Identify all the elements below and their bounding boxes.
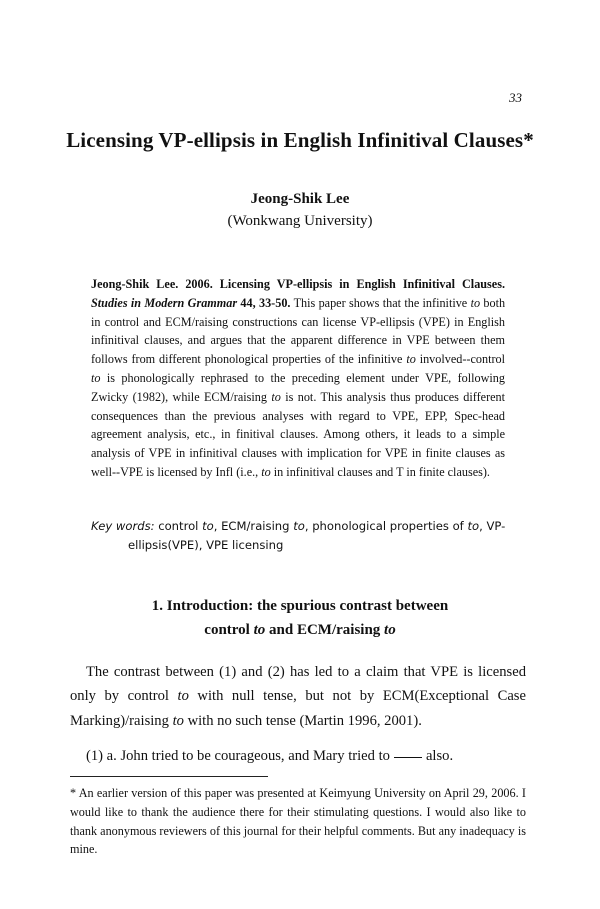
section-heading-line2a: control: [204, 622, 250, 638]
abstract: [91, 275, 505, 482]
footnote: * An earlier version of this paper was presented at Keimyung University on April 29, 2006. I would like to thank the audience there for their stimulating questions. I would also like to thank anonymous reviewers of this journal for their helpful comments. But any inadequacy is mine.: [70, 786, 526, 857]
body-text-1: The contrast between (1) and (2) has led to a claim that VPE is licensed only by control: [70, 664, 526, 705]
section-to: to: [384, 622, 396, 638]
keywords-label: Key words:: [91, 519, 155, 533]
example-1: [86, 748, 453, 765]
citation-volume-pages: 44, 33-50.: [240, 295, 291, 310]
keyword-text: , VP-: [479, 519, 506, 533]
author-name: Jeong-Shik Lee: [250, 191, 350, 207]
keyword-text: control: [158, 519, 199, 533]
ellipsis-blank: [394, 757, 422, 758]
abstract-text-5: is not. This analysis thus produces different consequences than the previous analyses with regard to VPE, EPP, Spec-head agreement analysis, etc., in finitival clauses. Among others, it leads to a simple analysis of VPE in infinitival clauses with implication for VPE in finite clauses as well--VPE is licensed by Infl (i.e.,: [91, 389, 506, 479]
body-to: to: [172, 712, 184, 729]
example-text-before: (1) a. John tried to be courageous, and Mary tried to: [86, 748, 390, 764]
infinitive-to: to: [261, 464, 271, 479]
section-to: to: [253, 622, 266, 638]
body-text-3: with no such tense (Martin 1996, 2001).: [187, 712, 422, 729]
keyword-to: to: [293, 519, 305, 533]
journal-name: Studies in Modern Grammar: [91, 295, 238, 310]
section-heading: [0, 594, 600, 642]
example-text-after: also.: [425, 748, 454, 764]
keyword-to: to: [202, 519, 214, 533]
footnote-rule: [70, 776, 268, 777]
abstract-text-3: involved--control: [419, 352, 505, 367]
body-to: to: [177, 688, 189, 705]
citation-title: Licensing VP-ellipsis in English Infinitival Clauses.: [219, 277, 506, 291]
abstract-text-1: This paper shows that the infinitive: [293, 295, 468, 310]
keyword-text: , phonological properties of: [304, 519, 464, 533]
paper-title: Licensing VP-ellipsis in English Infinitival Clauses*: [66, 128, 534, 152]
abstract-text-4: is phonologically rephrased to the preceding element under VPE, following Zwicky (1982), while ECM/raising: [91, 370, 505, 404]
infinitive-to: to: [406, 352, 416, 367]
citation-author-year: Jeong-Shik Lee. 2006.: [91, 277, 213, 291]
infinitive-to: to: [470, 295, 481, 310]
section-heading-line1: 1. Introduction: the spurious contrast between: [151, 598, 449, 614]
keyword-to: to: [467, 519, 480, 533]
keyword-text: ellipsis(VPE), VPE licensing: [128, 538, 284, 552]
author-affiliation: (Wonkwang University): [227, 213, 373, 229]
page-number: 33: [509, 90, 522, 105]
body-paragraph: [70, 660, 526, 733]
body-text-2: with null tense, but not by ECM(Exceptional Case Marking)/raising: [70, 688, 526, 729]
infinitive-to: to: [91, 370, 101, 385]
keyword-text: , ECM/raising: [213, 519, 290, 533]
infinitive-to: to: [271, 389, 281, 404]
abstract-text-2: both in control and ECM/raising constructions can license VP-ellipsis (VPE) in English infinitival clauses, and argues that the apparent difference in VPE between them follows from different phonological properties of the infinitive: [91, 295, 506, 367]
abstract-text-6: in infinitival clauses and T in finite clauses).: [273, 464, 490, 479]
keywords: [91, 517, 511, 555]
section-heading-line2b: and ECM/raising: [269, 622, 381, 638]
